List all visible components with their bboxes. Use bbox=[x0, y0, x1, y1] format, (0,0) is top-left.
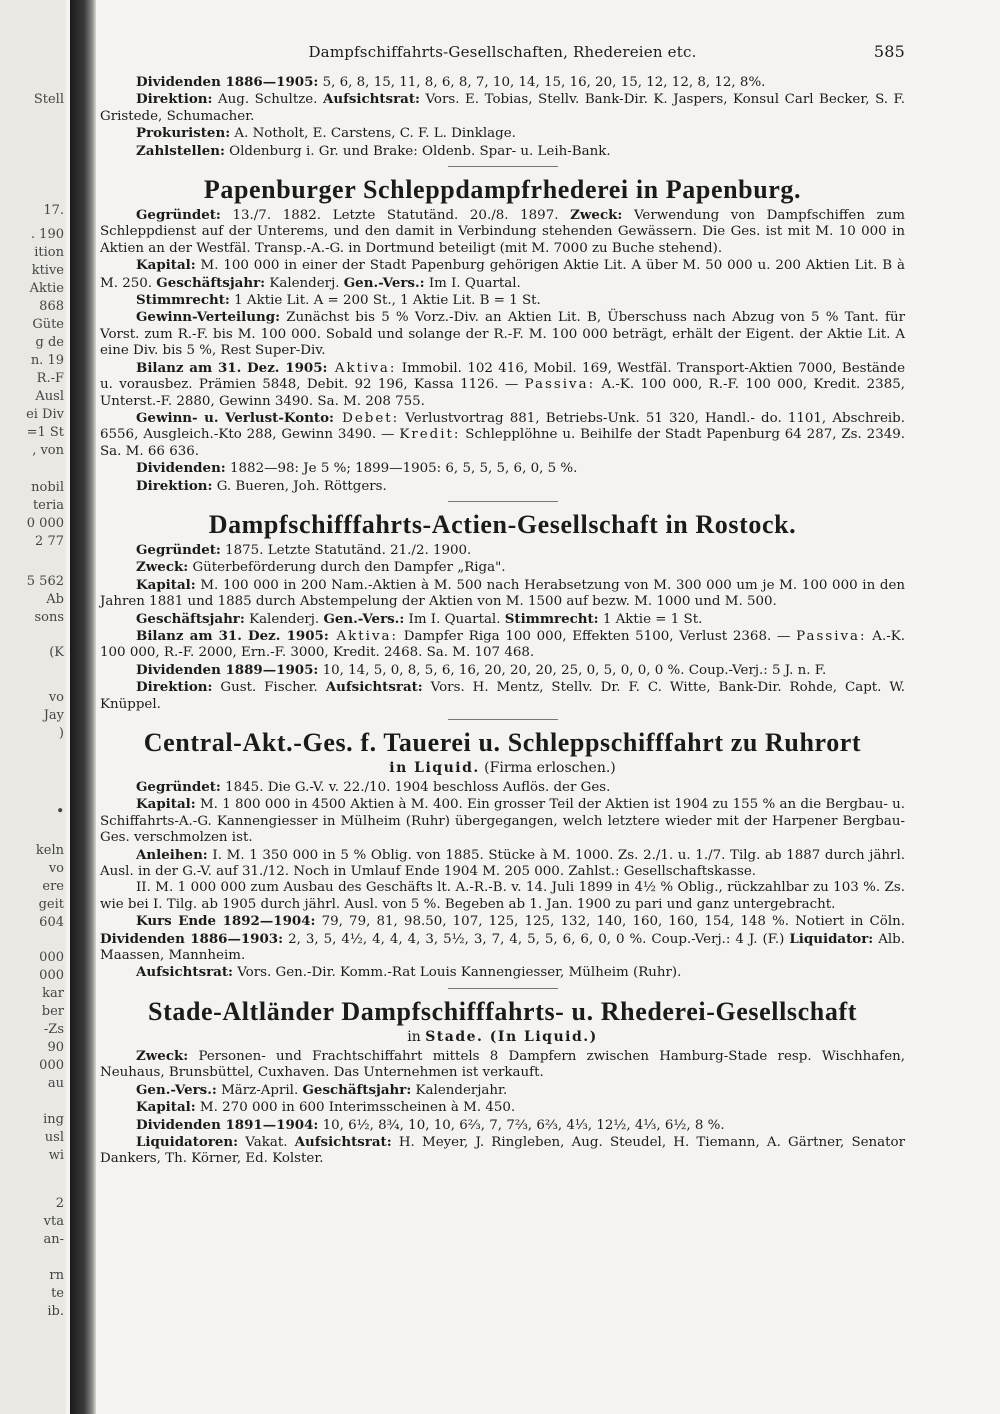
page-content bbox=[100, 44, 905, 1168]
field-text: Alb. Maassen, Mannheim. bbox=[100, 931, 905, 964]
field-label: Aufsichtsrat: bbox=[322, 91, 420, 108]
gutter-fragment: vo bbox=[48, 861, 64, 876]
field-text: März-April. bbox=[216, 1082, 303, 1098]
field-text: 13./7. 1882. Letzte Statutänd. 20./8. 1897. bbox=[220, 208, 571, 224]
field-text: Kalenderj. bbox=[244, 611, 324, 627]
field-text: Schlepplöhne u. Beihilfe der Stadt Papenburg 64 287, Zs. 2349. Sa. M. 66 636. bbox=[100, 427, 906, 459]
company-entry-ruhrort bbox=[100, 728, 905, 982]
gutter-fragment: ition bbox=[34, 245, 64, 260]
section-divider bbox=[448, 719, 558, 720]
gutter-fragment: Aktie bbox=[29, 281, 64, 296]
company-entry-rostock bbox=[100, 510, 905, 713]
field-label: Kapital: bbox=[136, 576, 196, 593]
gutter-fragment: =1 St bbox=[26, 425, 64, 440]
field-text: A.-K. 100 000, R.-F. 100 000, Kredit. 2385, Unterst.-F. 2880, Gewinn 3490. Sa. M. 208 755. bbox=[100, 377, 905, 409]
gutter-fragment: vo bbox=[48, 690, 64, 705]
gutter-fragment: ib. bbox=[47, 1304, 64, 1319]
gutter-fragment: 604 bbox=[39, 915, 64, 930]
company-title: Papenburger Schleppdampfrhederei in Papenburg. bbox=[203, 175, 802, 205]
gutter-fragment: ktive bbox=[31, 263, 64, 278]
liquidation-note: Stade. (In Liquid.) bbox=[425, 1028, 598, 1045]
field-label: Gegründet: bbox=[136, 779, 221, 795]
field-sublabel: Aktiva: bbox=[328, 628, 399, 644]
entry-liquidators bbox=[100, 1134, 905, 1168]
field-label: Geschäftsjahr: bbox=[302, 1081, 412, 1098]
field-text: Vors. Gen.-Dir. Komm.-Rat Louis Kannengiesser, Mülheim (Ruhr). bbox=[232, 965, 682, 981]
field-label: Zweck: bbox=[136, 1047, 189, 1064]
entry-dividends bbox=[100, 662, 905, 679]
gutter-fragment: sons bbox=[34, 610, 64, 625]
entry-dividends bbox=[100, 1117, 905, 1134]
company-subtitle bbox=[100, 1029, 905, 1046]
gutter-fragment: , von bbox=[32, 443, 64, 458]
running-title: Dampfschiffahrts-Gesellschaften, Rhedereien etc. bbox=[308, 43, 697, 61]
entry-dividends bbox=[100, 74, 905, 91]
gutter-fragment: R.-F bbox=[36, 371, 64, 386]
gutter-fragment: 17. bbox=[43, 203, 64, 218]
running-header bbox=[100, 44, 905, 74]
field-text: M. 270 000 in 600 Interimsscheinen à M. 450. bbox=[195, 1100, 516, 1116]
company-title: Dampfschifffahrts-Actien-Gesellschaft in Rostock. bbox=[208, 509, 797, 539]
status-note: (Firma erloschen.) bbox=[479, 760, 616, 776]
entry-capital bbox=[100, 577, 905, 611]
field-sublabel: Debet: bbox=[334, 410, 400, 426]
gutter-fragment: rn bbox=[49, 1268, 64, 1283]
field-text: 10, 6½, 8¾, 10, 10, 6⅔, 7, 7⅔, 6⅔, 4⅓, 12½, 4⅓, 6½, 8 %. bbox=[318, 1117, 725, 1133]
gutter-fragment: teria bbox=[32, 498, 64, 513]
field-label: Bilanz am 31. Dez. 1905: bbox=[136, 627, 329, 644]
gutter-fragment: usl bbox=[44, 1130, 64, 1145]
gutter-fragment: Stell bbox=[33, 92, 64, 107]
field-label: Gen.-Vers.: bbox=[136, 1081, 217, 1098]
gutter-fragment: 5 562 bbox=[26, 574, 64, 589]
previous-entry-continuation bbox=[100, 74, 905, 160]
field-label: Aufsichtsrat: bbox=[325, 679, 423, 696]
field-label: Prokuristen: bbox=[136, 125, 231, 142]
gutter-fragment: 000 bbox=[39, 950, 64, 965]
field-text: Im I. Quartal. bbox=[404, 611, 505, 627]
gutter-fragment: 0 000 bbox=[26, 516, 64, 531]
field-label: Gen.-Vers.: bbox=[323, 610, 405, 627]
field-text: Kalenderjahr. bbox=[411, 1082, 508, 1098]
book-spine-shadow bbox=[70, 0, 96, 1414]
field-text: 5, 6, 8, 15, 11, 8, 6, 8, 7, 10, 14, 15, 16, 20, 15, 12, 12, 8, 12, 8%. bbox=[318, 75, 766, 90]
gutter-fragment: ere bbox=[42, 879, 64, 894]
field-label: Dividenden 1889—1905: bbox=[136, 661, 319, 678]
field-label: Direktion: bbox=[136, 91, 213, 108]
field-label: Kapital: bbox=[136, 796, 196, 813]
section-divider bbox=[448, 988, 558, 989]
gutter-fragment: kar bbox=[42, 986, 64, 1001]
entry-share-price bbox=[100, 913, 905, 964]
field-label: Zweck: bbox=[570, 207, 623, 224]
field-label: Kapital: bbox=[136, 1099, 196, 1116]
gutter-fragment: te bbox=[51, 1286, 64, 1301]
gutter-fragment: (K bbox=[49, 645, 64, 660]
field-text: 1845. Die G.-V. v. 22./10. 1904 beschloss Auflös. der Ges. bbox=[220, 780, 611, 795]
company-subtitle bbox=[100, 760, 905, 777]
gutter-fragment: 90 bbox=[47, 1040, 64, 1055]
entry-profit-loss bbox=[100, 410, 905, 460]
field-text: Gust. Fischer. bbox=[212, 680, 326, 696]
field-sublabel: Kredit: bbox=[399, 427, 461, 443]
field-text: Aug. Schultze. bbox=[212, 92, 323, 108]
entry-bonds-second bbox=[100, 880, 905, 913]
gutter-fragment: Ab bbox=[46, 592, 64, 607]
entry-directors bbox=[100, 478, 905, 495]
gutter-fragment: an- bbox=[43, 1232, 64, 1247]
field-label: Gen.-Vers.: bbox=[343, 274, 425, 291]
field-label: Kurs Ende 1892—1904: bbox=[136, 913, 316, 930]
field-text: Immobil. 102 416, Mobil. 169, Westfäl. Transport-Aktien 7000, Bestände u. vorausbez. Prämien 5848, Debit. 92 196, Kassa 1126. — bbox=[100, 360, 905, 393]
field-text: M. 100 000 in einer der Stadt Papenburg gehörigen Aktie Lit. A über M. 50 000 u. 200 Aktien Lit. B à M. 250. bbox=[100, 258, 905, 291]
gutter-fragment: Ausl bbox=[35, 389, 64, 404]
company-entry-papenburg bbox=[100, 175, 905, 495]
gutter-fragment: n. 19 bbox=[30, 353, 64, 368]
gutter-fragment: . bbox=[56, 792, 64, 818]
gutter-fragment: au bbox=[47, 1076, 64, 1091]
field-text: Kalenderj. bbox=[265, 275, 344, 291]
liquidation-note: in Liquid. bbox=[389, 760, 480, 776]
field-label: Geschäftsjahr: bbox=[156, 274, 266, 291]
gutter-fragment: keln bbox=[35, 843, 64, 858]
field-text: 1875. Letzte Statutänd. 21./2. 1900. bbox=[220, 542, 472, 558]
field-label: Liquidator: bbox=[789, 930, 874, 947]
gutter-fragment: ing bbox=[43, 1112, 64, 1127]
field-text: 10, 14, 5, 0, 8, 5, 6, 16, 20, 20, 20, 25, 0, 5, 0, 0, 0 %. Coup.-Verj.: 5 J. n. F. bbox=[318, 662, 827, 678]
field-text: Vakat. bbox=[238, 1134, 295, 1150]
field-text: Verwendung von Dampfschiffen zum Schleppdienst auf der Unterems, und den damit in Verbindung stehenden Gewässern. Die Ges. ist mit M. 10 000 in Aktien an der Westfäl. Transp.-A.-G. in Dortmund beteiligt (mit M. 7000 zu Buche stehend). bbox=[100, 208, 905, 256]
entry-purpose bbox=[100, 559, 905, 576]
entry-business-year bbox=[100, 611, 905, 628]
field-label: Geschäftsjahr: bbox=[136, 610, 245, 627]
entry-capital bbox=[100, 257, 905, 292]
gutter-fragment: wi bbox=[48, 1148, 64, 1163]
entry-general-meeting bbox=[100, 1082, 905, 1099]
field-label: Aufsichtsrat: bbox=[136, 964, 233, 981]
company-title: Central-Akt.-Ges. f. Tauerei u. Schleppschifffahrt zu Ruhrort bbox=[143, 728, 862, 757]
field-label: Gewinn-Verteilung: bbox=[136, 309, 281, 326]
entry-profit-distribution bbox=[100, 309, 905, 359]
entry-capital bbox=[100, 1099, 905, 1116]
entry-capital bbox=[100, 796, 905, 846]
field-text: 1 Aktie = 1 St. bbox=[598, 611, 703, 627]
field-text: II. M. 1 000 000 zum Ausbau des Geschäfts lt. A.-R.-B. v. 14. Juli 1899 in 4½ % Oblig., rückzahlbar zu 103 %. Zs. wie bei I. Tilg. ab 1905 durch jährl. Ausl. von 5 %. Begeben ab 1. Jan. 1900 zu pari und ganz untergebracht. bbox=[100, 880, 905, 912]
gutter-fragment: 868 bbox=[39, 299, 64, 314]
field-sublabel: Aktiva: bbox=[327, 360, 397, 376]
field-text: Oldenburg i. Gr. und Brake: Oldenb. Spar- u. Leih-Bank. bbox=[224, 143, 611, 159]
entry-bonds bbox=[100, 847, 905, 881]
gutter-fragment: Jay bbox=[43, 708, 64, 723]
field-text: I. M. 1 350 000 in 5 % Oblig. von 1885. Stücke à M. 1000. Zs. 2./1. u. 1./7. Tilg. ab 1887 durch jährl. Ausl. in der G.-V. auf 31./12. Noch in Umlauf Ende 1904 M. 205 000. Zahlst.: Gesellschaftskasse. bbox=[100, 847, 905, 880]
gutter-fragment: nobil bbox=[31, 480, 64, 495]
field-label: Gegründet: bbox=[136, 207, 221, 224]
entry-balance-sheet bbox=[100, 360, 905, 410]
field-label: Direktion: bbox=[136, 477, 213, 494]
gutter-fragment: 000 bbox=[39, 968, 64, 983]
field-text: M. 1 800 000 in 4500 Aktien à M. 400. Ein grosser Teil der Aktien ist 1904 zu 155 % an die Bergbau- u. Schiffahrts-A.-G. Kannengiesser in Mülheim (Ruhr) übergegangen, welch letztere wieder mit der Harpener Bergbau-Ges. verschmolzen ist. bbox=[100, 797, 905, 846]
gutter-fragment: ) bbox=[58, 726, 64, 741]
gutter-fragment: 2 bbox=[55, 1196, 64, 1211]
field-label: Dividenden: bbox=[136, 460, 226, 477]
field-label: Stimmrecht: bbox=[504, 610, 599, 627]
gutter-fragment: ei Div bbox=[26, 407, 64, 422]
adjacent-page-gutter bbox=[0, 0, 66, 1414]
field-text: G. Bueren, Joh. Röttgers. bbox=[212, 478, 387, 494]
field-label: Dividenden 1891—1904: bbox=[136, 1116, 319, 1133]
gutter-fragment: -Zs bbox=[43, 1022, 64, 1037]
entry-directors bbox=[100, 679, 905, 713]
entry-supervisory-board bbox=[100, 964, 905, 981]
gutter-fragment: g de bbox=[35, 335, 64, 350]
entry-dividends bbox=[100, 460, 905, 477]
field-text: 1882—98: Je 5 %; 1899—1905: 6, 5, 5, 5, 6, 0, 5 %. bbox=[225, 461, 578, 477]
field-text: Dampfer Riga 100 000, Effekten 5100, Verlust 2368. — bbox=[398, 628, 797, 644]
section-divider bbox=[448, 166, 558, 167]
gutter-fragment: geit bbox=[38, 897, 64, 912]
field-label: Bilanz am 31. Dez. 1905: bbox=[136, 359, 328, 376]
gutter-fragment: vta bbox=[43, 1214, 64, 1229]
gutter-fragment: ber bbox=[41, 1004, 64, 1019]
entry-voting-rights bbox=[100, 292, 905, 309]
field-label: Zahlstellen: bbox=[136, 142, 225, 159]
field-label: Gegründet: bbox=[136, 541, 221, 558]
field-text: Personen- und Frachtschiffahrt mittels 8 Dampfern zwischen Hamburg-Stade resp. Wischhafen, Neuhaus, Brunsbüttel, Cuxhaven. Das Unternehmen ist verkauft. bbox=[100, 1048, 905, 1081]
entry-paying-agents bbox=[100, 143, 905, 160]
company-title: Stade-Altländer Dampfschifffahrts- u. Rhederei-Gesellschaft bbox=[148, 996, 857, 1026]
field-label: Aufsichtsrat: bbox=[294, 1133, 392, 1150]
entry-balance-sheet bbox=[100, 628, 905, 662]
entry-directors bbox=[100, 91, 905, 125]
section-divider bbox=[448, 501, 558, 502]
field-label: Stimmrecht: bbox=[136, 292, 230, 309]
field-label: Dividenden 1886—1903: bbox=[100, 930, 284, 947]
field-label: Liquidatoren: bbox=[136, 1133, 239, 1150]
field-text: Güterbeförderung durch den Dampfer „Riga". bbox=[188, 560, 506, 576]
field-text: 2, 3, 5, 4½, 4, 4, 4, 3, 5½, 3, 7, 4, 5, 5, 6, 6, 0, 0 %. Coup.-Verj.: 4 J. (F.) bbox=[283, 931, 790, 947]
field-label: Dividenden 1886—1905: bbox=[136, 74, 319, 90]
field-label: Direktion: bbox=[136, 679, 213, 696]
field-text: Vors. H. Mentz, Stellv. Dr. F. C. Witte, Bank-Dir. Rohde, Capt. W. Knüppel. bbox=[100, 680, 906, 712]
field-sublabel: Passiva: bbox=[524, 377, 596, 393]
subtitle-prefix: in bbox=[407, 1028, 426, 1045]
field-text: 79, 79, 81, 98.50, 107, 125, 125, 132, 140, 160, 160, 154, 148 %. Notiert in Cöln. bbox=[315, 914, 905, 930]
field-text: H. Meyer, J. Ringleben, Aug. Steudel, H. Tiemann, A. Gärtner, Senator Dankers, Th. Körner, Ed. Kolster. bbox=[100, 1134, 905, 1167]
field-sublabel: Passiva: bbox=[796, 628, 867, 644]
field-text: Vors. E. Tobias, Stellv. Bank-Dir. K. Jaspers, Konsul Carl Becker, S. F. Gristede, Schumacher. bbox=[100, 92, 906, 124]
gutter-fragment: Güte bbox=[32, 317, 64, 332]
field-text: Im I. Quartal. bbox=[424, 275, 521, 291]
field-text: Zunächst bis 5 % Vorz.-Div. an Aktien Lit. B, Überschuss nach Abzug von 5 % Tant. für Vorst. zum R.-F. bis M. 100 000. Sobald und solange der R.-F. M. 100 000 beträgt, erhält der Eigent. der Aktie Lit. A eine Div. bis 5 %, Rest Super-Div. bbox=[100, 310, 905, 359]
entry-founded bbox=[100, 542, 905, 559]
field-label: Gewinn- u. Verlust-Konto: bbox=[136, 409, 334, 426]
gutter-fragment: . 190 bbox=[30, 227, 64, 242]
gutter-fragment: 000 bbox=[39, 1058, 64, 1073]
entry-founded bbox=[100, 779, 905, 796]
field-label: Kapital: bbox=[136, 257, 196, 274]
entry-purpose bbox=[100, 1048, 905, 1082]
gutter-fragment: 2 77 bbox=[35, 534, 64, 549]
field-text: A. Notholt, E. Carstens, C. F. L. Dinklage. bbox=[230, 126, 516, 142]
company-entry-stade bbox=[100, 997, 905, 1168]
field-label: Zweck: bbox=[136, 559, 189, 576]
field-text: 1 Aktie Lit. A = 200 St., 1 Aktie Lit. B = 1 St. bbox=[229, 293, 541, 309]
field-text: M. 100 000 in 200 Nam.-Aktien à M. 500 nach Herabsetzung von M. 300 000 um je M. 100 000 in den Jahren 1881 und 1885 durch Abstempelung der Aktien von M. 1500 auf bezw. M. 1000 und M. 500. bbox=[100, 577, 905, 610]
field-label: Anleihen: bbox=[136, 846, 208, 863]
page-number: 585 bbox=[873, 42, 905, 61]
field-text: A.-K. 100 000, R.-F. 2000, Ern.-F. 3000, Kredit. 2468. Sa. M. 107 468. bbox=[100, 628, 905, 661]
field-text: Verlustvortrag 881, Betriebs-Unk. 51 320, Handl.- do. 1101, Abschreib. 6556, Ausgleich.-Kto 288, Gewinn 3490. — bbox=[100, 410, 906, 443]
entry-founded bbox=[100, 207, 905, 257]
entry-authorized-signatories bbox=[100, 125, 905, 142]
